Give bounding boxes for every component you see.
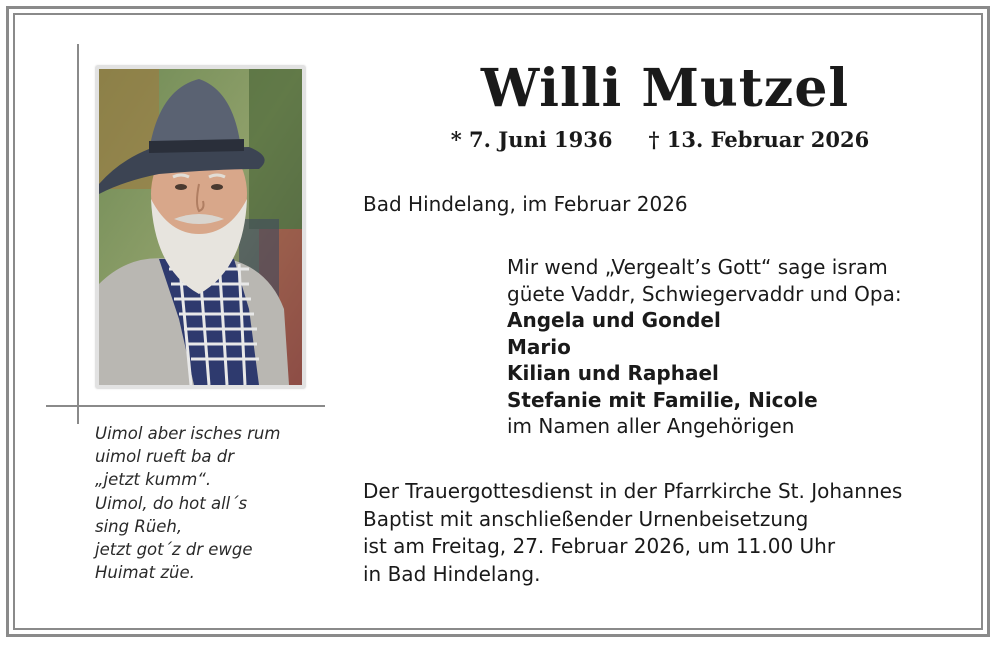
service-line: in Bad Hindelang. (363, 561, 541, 586)
service-line: Baptist mit anschließender Urnenbeisetzung (363, 506, 809, 531)
poem-line: Huimat züe. (95, 563, 195, 583)
poem-line: sing Rüeh, (95, 516, 183, 536)
mourner-name: Angela und Gondel (507, 308, 721, 332)
thanks-line: im Namen aller Angehörigen (507, 414, 795, 438)
mourner-name: Mario (507, 334, 571, 359)
horizontal-divider (46, 405, 325, 407)
portrait-photo (96, 66, 305, 388)
service-line: Der Trauergottesdienst in der Pfarrkirche St. Johannes (363, 479, 903, 503)
thanks-block (507, 254, 902, 440)
thanks-line: güete Vaddr, Schwiegervaddr und Opa: (507, 281, 902, 306)
place-and-date: Bad Hindelang, im Februar 2026 (363, 192, 688, 216)
deceased-name: Willi Mutzel (480, 58, 850, 119)
poem (95, 422, 280, 584)
life-dates (360, 127, 960, 152)
birth-date: * 7. Juni 1936 (450, 127, 613, 152)
service-line: ist am Freitag, 27. Februar 2026, um 11.00 Uhr (363, 534, 836, 558)
poem-line: jetzt got´z dr ewge (95, 540, 253, 560)
poem-line: „jetzt kumm“. (95, 470, 212, 490)
mourner-name: Stefanie mit Familie, Nicole (507, 387, 818, 412)
thanks-line: Mir wend „Vergealt’s Gott“ sage isram (507, 255, 888, 279)
poem-line: Uimol aber isches rum (95, 424, 281, 443)
portrait-illustration (99, 69, 302, 385)
mourner-name: Kilian und Raphael (507, 361, 719, 385)
service-info (363, 478, 902, 588)
death-date: † 13. Februar 2026 (648, 127, 870, 152)
poem-line: Uimol, do hot all´s (95, 493, 248, 513)
vertical-divider (77, 44, 79, 424)
poem-line: uimol rueft ba dr (95, 447, 235, 467)
